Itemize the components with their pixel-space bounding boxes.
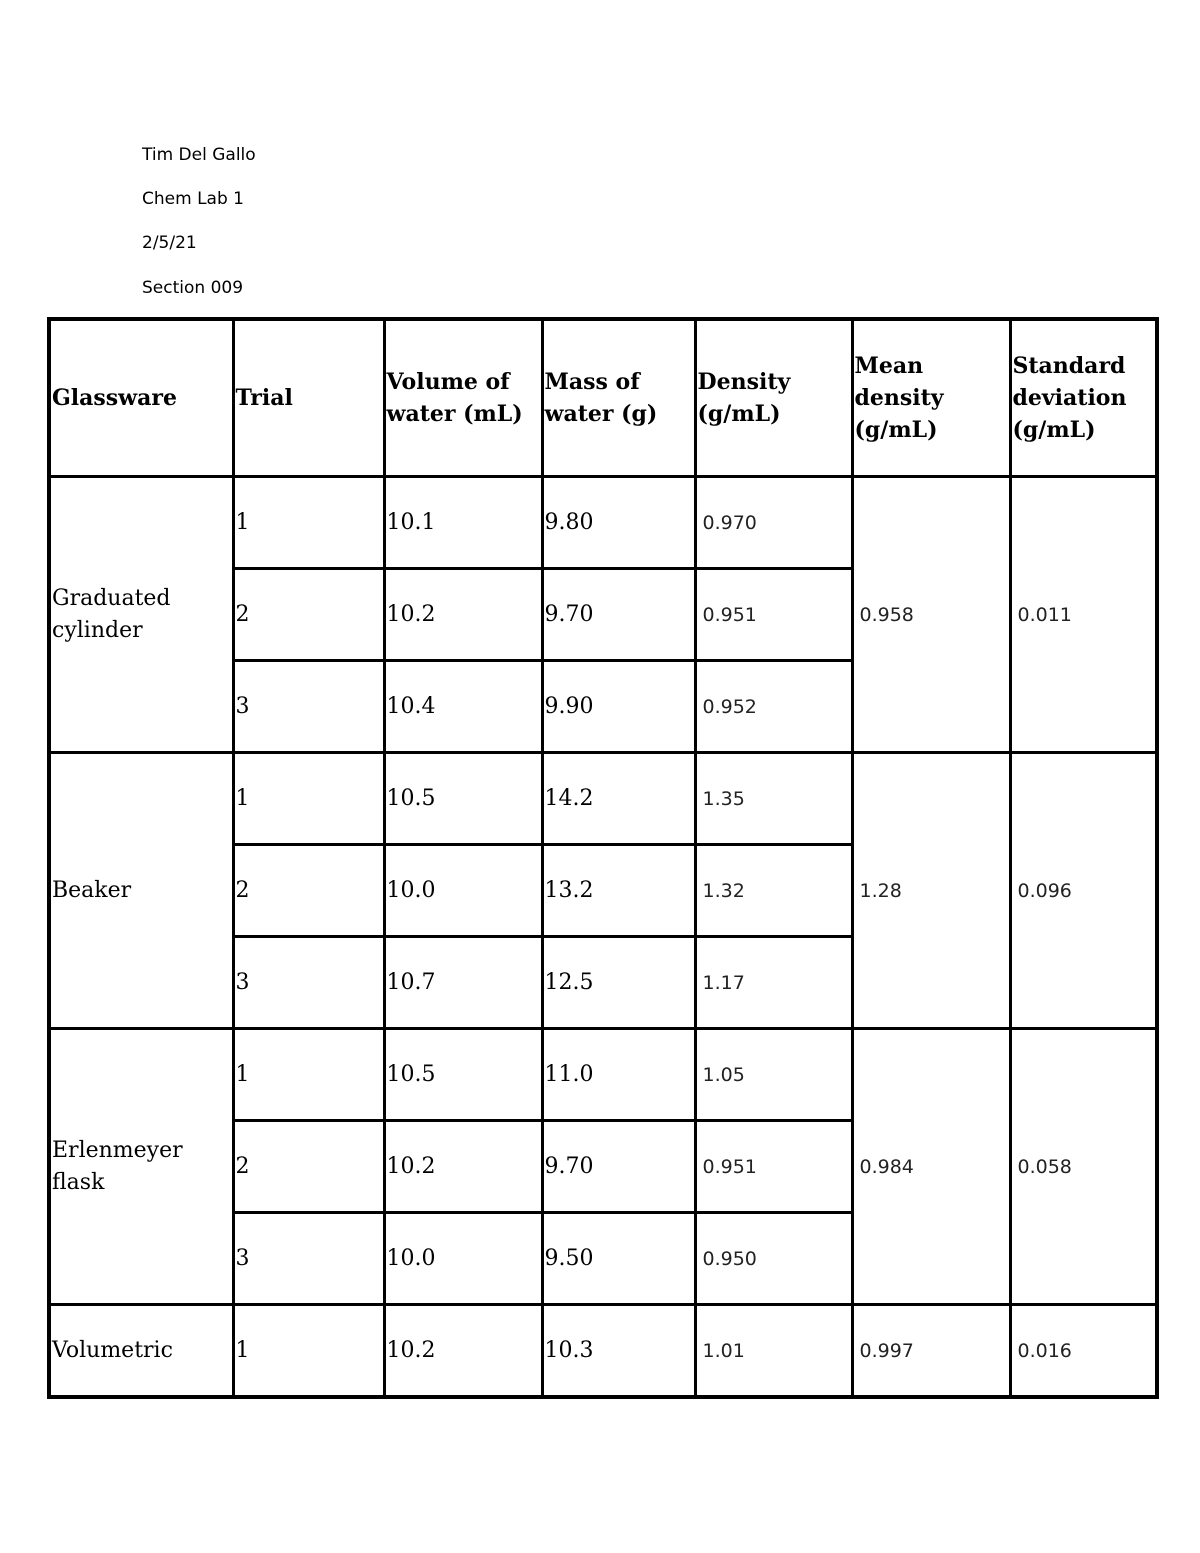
density-cell: 1.32 — [695, 845, 852, 937]
mass-cell: 12.5 — [542, 937, 695, 1029]
density-cell: 1.05 — [695, 1029, 852, 1121]
mean-density-cell: 0.958 — [852, 477, 1010, 753]
column-header-density: Density (g/mL) — [695, 319, 852, 477]
volume-cell: 10.4 — [384, 661, 542, 753]
trial-cell: 1 — [233, 477, 384, 569]
volume-cell: 10.2 — [384, 1121, 542, 1213]
volume-cell: 10.2 — [384, 1305, 542, 1398]
course-name: Chem Lab 1 — [142, 189, 244, 209]
volume-cell: 10.5 — [384, 1029, 542, 1121]
mass-cell: 9.90 — [542, 661, 695, 753]
trial-cell: 2 — [233, 845, 384, 937]
volume-cell: 10.0 — [384, 845, 542, 937]
mean-density-cell: 1.28 — [852, 753, 1010, 1029]
mass-cell: 11.0 — [542, 1029, 695, 1121]
trial-cell: 2 — [233, 1121, 384, 1213]
mass-cell: 9.70 — [542, 569, 695, 661]
date-text: 2/5/21 — [142, 233, 197, 253]
density-cell: 1.35 — [695, 753, 852, 845]
std-dev-cell: 0.096 — [1010, 753, 1157, 1029]
table-row — [49, 753, 1157, 845]
mass-cell: 14.2 — [542, 753, 695, 845]
std-dev-cell: 0.016 — [1010, 1305, 1157, 1398]
mass-cell: 13.2 — [542, 845, 695, 937]
trial-cell: 3 — [233, 661, 384, 753]
mass-cell: 9.80 — [542, 477, 695, 569]
mean-density-cell: 0.984 — [852, 1029, 1010, 1305]
volume-cell: 10.5 — [384, 753, 542, 845]
table-row — [49, 1029, 1157, 1121]
glassware-cell: Volumetric — [49, 1305, 233, 1398]
density-cell: 0.951 — [695, 1121, 852, 1213]
trial-cell: 1 — [233, 1029, 384, 1121]
column-header-mean-density: Mean density (g/mL) — [852, 319, 1010, 477]
author-name: Tim Del Gallo — [142, 145, 256, 165]
density-cell: 1.01 — [695, 1305, 852, 1398]
column-header-mass: Mass of water (g) — [542, 319, 695, 477]
density-cell: 0.951 — [695, 569, 852, 661]
volume-cell: 10.2 — [384, 569, 542, 661]
density-cell: 1.17 — [695, 937, 852, 1029]
glassware-cell: Erlenmeyer flask — [49, 1029, 233, 1305]
trial-cell: 1 — [233, 1305, 384, 1398]
section-text: Section 009 — [142, 278, 244, 298]
density-cell: 0.950 — [695, 1213, 852, 1305]
volume-cell: 10.1 — [384, 477, 542, 569]
mass-cell: 9.50 — [542, 1213, 695, 1305]
column-header-std-dev: Standard deviation (g/mL) — [1010, 319, 1157, 477]
density-data-table — [47, 317, 1159, 1399]
mean-density-cell: 0.997 — [852, 1305, 1010, 1398]
std-dev-cell: 0.058 — [1010, 1029, 1157, 1305]
mass-cell: 10.3 — [542, 1305, 695, 1398]
volume-cell: 10.0 — [384, 1213, 542, 1305]
trial-cell: 2 — [233, 569, 384, 661]
glassware-cell: Graduated cylinder — [49, 477, 233, 753]
column-header-volume: Volume of water (mL) — [384, 319, 542, 477]
table-header-row — [49, 319, 1157, 477]
column-header-trial: Trial — [233, 319, 384, 477]
mass-cell: 9.70 — [542, 1121, 695, 1213]
column-header-glassware: Glassware — [49, 319, 233, 477]
table-row — [49, 1305, 1157, 1398]
table-row — [49, 477, 1157, 569]
density-cell: 0.970 — [695, 477, 852, 569]
glassware-cell: Beaker — [49, 753, 233, 1029]
trial-cell: 3 — [233, 937, 384, 1029]
std-dev-cell: 0.011 — [1010, 477, 1157, 753]
volume-cell: 10.7 — [384, 937, 542, 1029]
density-cell: 0.952 — [695, 661, 852, 753]
trial-cell: 1 — [233, 753, 384, 845]
trial-cell: 3 — [233, 1213, 384, 1305]
